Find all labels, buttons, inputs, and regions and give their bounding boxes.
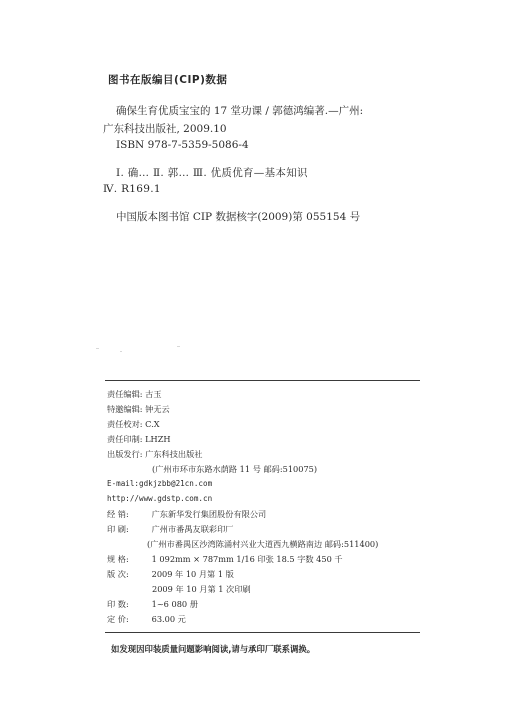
credit-price	[107, 615, 186, 623]
cip-classification-line-1: Ⅰ. 确… Ⅱ. 郭… Ⅲ. 优质优育—基本知识	[116, 167, 308, 179]
credit-label: 出版发行:	[107, 449, 143, 459]
website: http://www.gdstp.com.cn	[107, 494, 213, 503]
credit-value: 1 092mm × 787mm 1/16 印张 18.5 字数 450 千	[151, 554, 343, 564]
printing: 2009 年 10 月第 1 次印刷	[152, 584, 251, 594]
credit-invited-editor	[107, 405, 170, 413]
scan-speck	[120, 351, 122, 352]
credit-value: 广东科技出版社	[145, 449, 203, 459]
publisher-address: (广州市环市东路水荫路 11 号 邮码:510075)	[152, 464, 318, 474]
credit-distributor	[107, 510, 266, 518]
cip-isbn: ISBN 978-7-5359-5086-4	[116, 139, 249, 151]
cip-classification-line-2: Ⅳ. R169.1	[103, 183, 161, 195]
credit-label: 经 销:	[107, 509, 129, 519]
scan-speck	[96, 348, 99, 349]
credit-value: 钟无云	[145, 404, 170, 414]
credit-label: 版 次:	[107, 569, 129, 579]
divider-bottom	[105, 632, 420, 633]
credit-edition	[107, 570, 234, 578]
credit-label: 规 格:	[107, 554, 129, 564]
credit-value: 古玉	[145, 389, 162, 399]
cip-title-line-1: 确保生育优质宝宝的 17 堂功课 / 郭德鸿编著.—广州:	[116, 105, 364, 117]
credit-label: 责任印制:	[107, 434, 143, 444]
cip-number: 中国版本图书馆 CIP 数据核字(2009)第 055154 号	[116, 211, 361, 223]
credit-value: 2009 年 10 月第 1 版	[151, 569, 234, 579]
printer-address: (广州市番禺区沙湾陈涌村兴业大道西九横路南边 邮码:511400)	[147, 539, 379, 549]
cip-title-line-2: 广东科技出版社, 2009.10	[103, 123, 227, 135]
credit-value: 63.00 元	[151, 614, 186, 624]
credit-editor	[107, 390, 162, 398]
credit-value: 1~6 080 册	[151, 599, 198, 609]
credit-label: 责任编辑:	[107, 389, 143, 399]
scan-speck	[177, 346, 180, 347]
credit-label: 定 价:	[107, 614, 129, 624]
divider-top	[105, 380, 420, 381]
credit-value: 广州市番禺友联彩印厂	[151, 524, 234, 534]
credit-printer	[107, 525, 234, 533]
credit-value: LHZH	[145, 434, 171, 444]
credit-print-manager	[107, 435, 171, 443]
credit-print-run	[107, 600, 198, 608]
credit-proofreader	[107, 420, 160, 428]
cip-heading: 图书在版编目(CIP)数据	[108, 74, 228, 86]
credit-value: 广东新华发行集团股份有限公司	[151, 509, 267, 519]
credit-label: 责任校对:	[107, 419, 143, 429]
quality-notice: 如发现因印装质量问题影响阅读,请与承印厂联系调换。	[111, 644, 316, 654]
credit-format	[107, 555, 343, 563]
credit-label: 印 刷:	[107, 524, 129, 534]
credit-label: 印 数:	[107, 599, 129, 609]
credit-label: 特邀编辑:	[107, 404, 143, 414]
credit-publisher	[107, 450, 202, 458]
credit-value: C.X	[145, 419, 160, 429]
email: E-mail:gdkjzbb@21cn.com	[107, 479, 213, 488]
